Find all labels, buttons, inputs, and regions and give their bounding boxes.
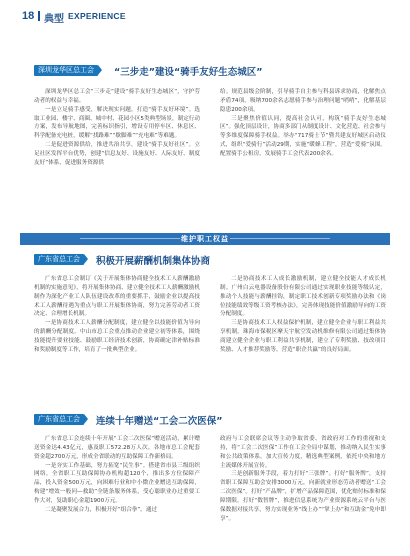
section-title: 典型 — [44, 14, 64, 25]
article3-tag: 广东省总工会 — [34, 414, 84, 425]
article2-tag: 广东省总工会 — [34, 254, 84, 265]
banner-title: 维护职工权益 — [181, 235, 229, 243]
paragraph: 政府与工会联席会议等主动争取省委、省政府对工作的重视和支持，将“工会二次医保”工作在工会全局中谋划，推动纳入民生实事和公共政策体系。加大宣传力度，精选典型案例，依托中央和地方主流媒体开展宣传。 — [220, 436, 386, 469]
article1-right-column — [220, 88, 386, 159]
article3-title: 连续十年赠送“工会二次医保” — [96, 416, 223, 427]
article1-left-column — [34, 88, 200, 168]
section-banner — [20, 233, 390, 245]
paragraph: 深圳龙华区总工会“三步走”建设“骑手友好生态城区”，守护劳动者的权益与幸福。 — [34, 89, 200, 104]
paragraph: 广东省总工会连续十年开展“工会二次医保”赠送活动，累计赠送资金达4.43亿元，惠及职工572.28万人次。各地市总工会配套资金超2700万元，形成全省联动的互助保障工作新格局。 — [34, 436, 200, 460]
paragraph: 二是促进资源供给，推进共治共享，建设“骑手友好社区”。立足社区发挥平台优势，创建“信息友好、设施友好、人际友好、制度友好”体系，促进服务资源供 — [34, 142, 200, 166]
paragraph: 二是凝聚发展合力，积极开好“组合拳”。通过 — [45, 506, 158, 513]
paragraph: 一是立足骑手感受，解决现实问题，打造“骑手友好环境”。选取工业园、楼宇、商圈、城中村、花园小区5类典型场景，制定行动方案，发布导航地图，完善标识指引，增设专用停车区、休息区、科学配备充电桩，缓解“找路难”“歇脚难”“充电难”等难题。 — [34, 106, 200, 140]
article3-right-column — [220, 435, 386, 523]
paragraph: 三是聚焦价值认同，提高社会认可，构筑“骑手友好生态城区”。强化顶层设计，协商多部门从制度设计、文化营造、社会参与等多维度保障骑手权益。举办“717骑士节”暨共建友好城区启动仪式，组织“爱骑行”活动29期，实施“暖蜂工程”，营造“爱骑”氛围。配置骑手公租房，发展骑手工会代表200余名。 — [220, 115, 386, 157]
header-divider — [38, 11, 40, 21]
paragraph: 三是协商技术工人权益保护机制，建立健全企业与职工利益共享机制。珠海市保税区摩天宇航空发动机维修有限公司通过集体协商建立健全企业与职工利益共享机制，建立了专利奖励、技改项目奖励、人才推荐奖励等，营造“职企共赢”的良好局面。 — [220, 320, 386, 353]
paragraph: 一是协商技术工人薪酬分配制度，建立健全以技能价值为导向的薪酬分配制度。中山市总工会重点推动企业建立初等体系，围绕技能提升要业技能、鼓励职工经济技术创新，协商确定津补贴标准和奖励制度等工作，培育了一批典型企业。 — [34, 320, 200, 353]
paragraph: 一是夯实工作基础，努力拓宽“民生事”。搭建省市县三级组织网络，全省职工互助保障协办机构超120个，推出多方位保障产品，投入资金500万元，向困难行业和中小微企业赠送互助保障，构建“增效一般问—救助”全链条服务体系，受心聪职业办过重要工作大对，复助职心金超1900万元。 — [34, 462, 200, 504]
article2-title: 积极开展薪酬机制集体协商 — [96, 256, 211, 267]
page-header — [0, 0, 410, 30]
section-title-en: EXPERIENCE — [68, 11, 126, 21]
paragraph: 广东省总工会制订《关于开展集体协商健全技术工人薪酬激励机制的实施意见》，将开展集体协商、建立健全技术工人薪酬激励机制作为深化产业工人队伍建设改革的重要抓手，鼓励企业以提高技术工人薪酬待遇为重点与职工开展集体协商，努力完善劳动者工资决定、合理增长机制。 — [34, 276, 200, 318]
article3-left-column — [34, 435, 200, 515]
paragraph: 给。规范县级会阶制，引导骑手自主参与科县诉求协商，化解焦点矛盾74项。吸纳700余名志愿骑手参与治理问题“哨哨”，化解基层隐患200余项。 — [220, 89, 386, 113]
article2-left-column — [34, 275, 200, 355]
article2-right-column — [220, 275, 386, 355]
article1-tag: 深圳龙华区总工会 — [34, 65, 98, 76]
paragraph: 三是创新服务手段，着力打好“三张牌”。打好“服务牌”，支持省职工保障互助会安排3000万元，向新就业形态劳动者赠送“工会二次医保”。打好“产品牌”，扩增产品保障范围，优化赔付标准和保障期限。打好“数智牌”，推进信息系统为产业资源系统云平台与医保数据对接共享，努力实现业务“线上办”“掌上办”和互助金“免申即享”。 — [220, 471, 386, 522]
paragraph: 二是协商技术工人成长激励机制，建立健全技能人才成长机制。广州白云电器设备股份有限公司通过实现职业技能等级认定，推动个人技能与薪酬挂钩，制定职工技术创新专项奖励办法和《岗位技能绩效等级工资考核办法》，完善体现技能价值激励导向的工资分配制度。 — [220, 276, 386, 318]
page-number: 18 — [22, 10, 35, 22]
article1-title: “三步走”建设“骑手友好生态城区” — [114, 67, 263, 78]
